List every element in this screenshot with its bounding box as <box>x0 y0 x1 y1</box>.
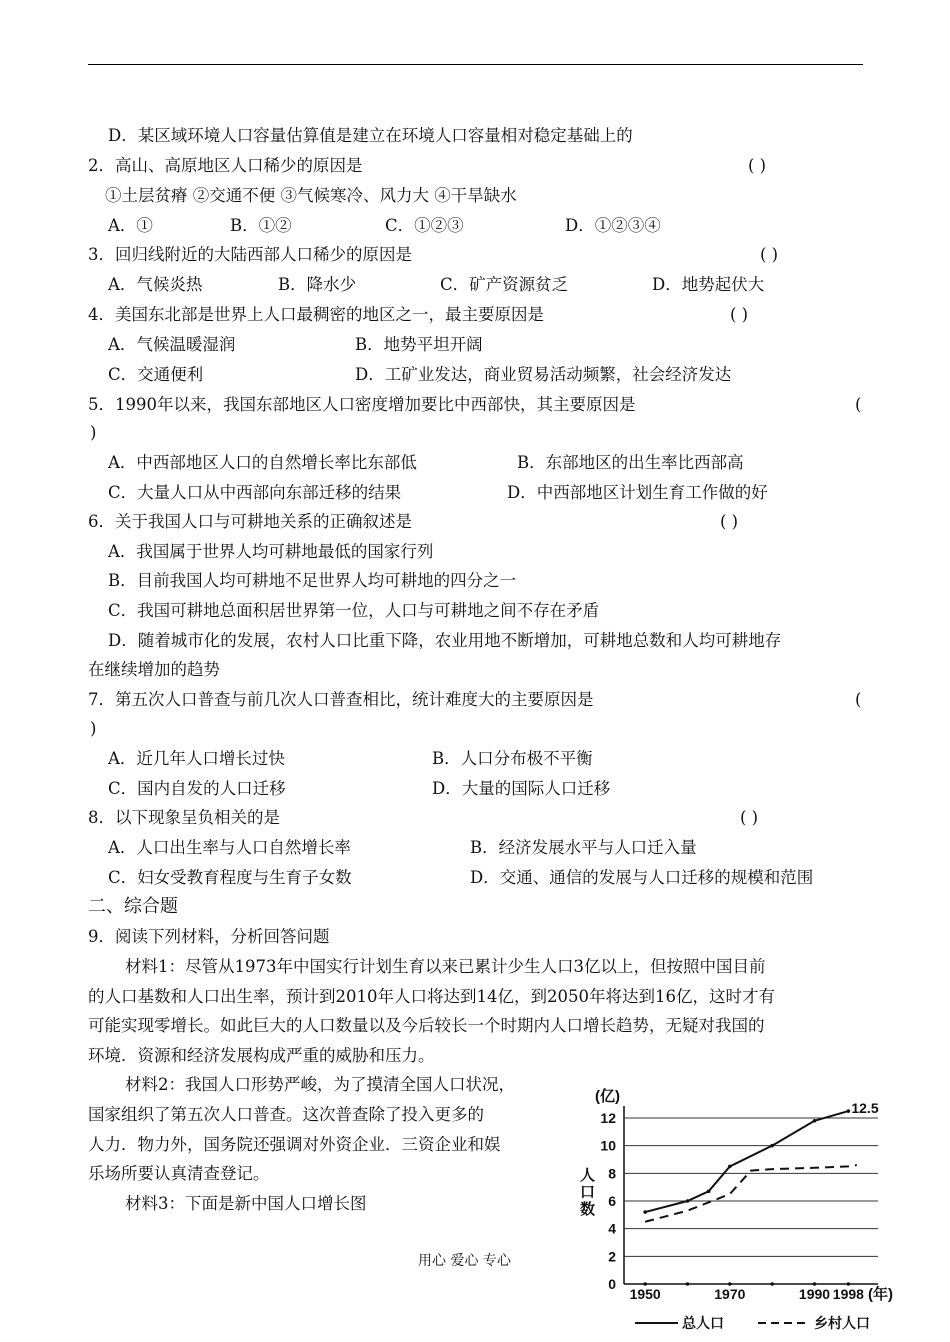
q6-option-d-cont: 在继续增加的趋势 <box>88 660 220 679</box>
y-tick-label: 8 <box>608 1165 616 1182</box>
q7-option-a: A．近几年人口增长过快 <box>108 749 285 768</box>
q5-option-d: D．中西部地区计划生育工作做的好 <box>507 483 768 502</box>
q6-option-c: C．我国可耕地总面积居世界第一位，人口与可耕地之间不存在矛盾 <box>108 601 600 620</box>
q4-option-d: D．工矿业发达，商业贸易活动频繁，社会经济发达 <box>355 365 732 384</box>
q3-option-a: A．气候炎热 <box>108 275 203 294</box>
end-value-label: 12.5 <box>851 1100 879 1117</box>
q4-option-a: A．气候温暖湿润 <box>108 335 236 354</box>
q5-stem: 5．1990年以来，我国东部地区人口密度增加要比中西部快，其主要原因是 <box>88 395 636 414</box>
q2-option-b: B．①② <box>230 216 292 235</box>
data-point <box>728 1165 732 1169</box>
material-2-line-3: 人力．物力外，国务院还强调对外资企业．三资企业和娱 <box>88 1135 501 1154</box>
q3-stem: 3．回归线附近的大陆西部人口稀少的原因是 <box>88 245 412 264</box>
q6-stem: 6．关于我国人口与可耕地关系的正确叙述是 <box>88 512 412 531</box>
y-tick-label: 10 <box>600 1137 616 1154</box>
q6-option-b: B．目前我国人均可耕地不足世界人均可耕地的四分之一 <box>108 571 517 590</box>
data-point <box>686 1199 690 1203</box>
material-1-line-1: 材料1：尽管从1973年中国实行计划生育以来已累计少生人口3亿以上，但按照中国目前 <box>125 957 766 976</box>
q4-stem: 4．美国东北部是世界上人口最稠密的地区之一，最主要原因是 <box>88 305 544 324</box>
q7-option-d: D．大量的国际人口迁移 <box>432 779 611 798</box>
q3-option-c: C．矿产资源贫乏 <box>440 275 569 294</box>
q6-option-a: A．我国属于世界人均可耕地最低的国家行列 <box>108 542 434 561</box>
y-tick-label: 12 <box>600 1110 616 1126</box>
q2-option-a: A．① <box>108 216 153 235</box>
q7-answer-blank-open: ( <box>855 690 862 709</box>
q5-option-c: C．大量人口从中西部向东部迁移的结果 <box>108 483 402 502</box>
data-point <box>643 1210 647 1214</box>
legend <box>635 1315 870 1331</box>
section-heading: 二、综合题 <box>88 896 178 917</box>
q2-option-d: D．①②③④ <box>565 216 661 235</box>
q5-answer-blank-open: ( <box>855 395 862 414</box>
q6-option-d: D．随着城市化的发展，农村人口比重下降，农业用地不断增加，可耕地总数和人均可耕地存 <box>108 631 782 650</box>
y-tick-label: 6 <box>608 1193 616 1209</box>
y-axis-label-char-2: 口 <box>580 1184 596 1201</box>
material-1-line-4: 环境．资源和经济发展构成严重的威胁和压力。 <box>88 1046 435 1065</box>
x-tick-label: 1970 <box>714 1286 746 1302</box>
material-2-line-4: 乐场所要认真清查登记。 <box>88 1164 270 1183</box>
q4-option-c: C．交通便利 <box>108 365 204 384</box>
q8-option-a: A．人口出生率与人口自然增长率 <box>108 838 351 857</box>
q5-option-b: B．东部地区的出生率比西部高 <box>517 453 744 472</box>
legend-total-label: 总人口 <box>682 1315 724 1331</box>
material-2-line-2: 国家组织了第五次人口普查。这次普查除了投入更多的 <box>88 1105 484 1124</box>
q7-option-b: B．人口分布极不平衡 <box>432 749 593 768</box>
q5-answer-blank-close: ) <box>90 423 97 442</box>
q9-stem: 9．阅读下列材料，分析回答问题 <box>88 927 330 946</box>
y-tick-label: 2 <box>608 1248 616 1265</box>
q2-stem: 2．高山、高原地区人口稀少的原因是 <box>88 156 363 175</box>
x-tick-label: 1950 <box>629 1286 661 1302</box>
page-footer: 用心 爱心 专心 <box>418 1253 511 1269</box>
x-tick-label: 1998 <box>832 1286 864 1302</box>
q2-answer-blank: ( ) <box>748 156 767 175</box>
population-growth-chart <box>560 1080 930 1342</box>
material-3-line: 材料3：下面是新中国人口增长图 <box>125 1194 367 1213</box>
q3-option-d: D．地势起伏大 <box>652 275 765 294</box>
q6-answer-blank: ( ) <box>720 512 739 531</box>
q8-option-b: B．经济发展水平与人口迁入量 <box>470 838 697 857</box>
y-axis-label-char-3: 数 <box>580 1201 596 1218</box>
material-1-line-2: 的人口基数和人口出生率，预计到2010年人口将达到14亿，到2050年将达到16亿，这时才有 <box>88 987 775 1006</box>
q2-option-c: C．①②③ <box>385 216 464 235</box>
data-point <box>813 1119 817 1123</box>
material-2-line-1: 材料2：我国人口形势严峻，为了摸清全国人口状况， <box>125 1075 515 1094</box>
q8-option-c: C．妇女受教育程度与生育子女数 <box>108 868 352 887</box>
q7-answer-blank-close: ) <box>90 719 97 738</box>
q7-option-c: C．国内自发的人口迁移 <box>108 779 286 798</box>
header-rule <box>88 64 863 65</box>
data-point <box>770 1144 774 1148</box>
data-point <box>847 1109 851 1113</box>
x-axis-dot <box>686 1282 690 1286</box>
q8-option-d: D．交通、通信的发展与人口迁移的规模和范围 <box>470 868 814 887</box>
q8-stem: 8．以下现象呈负相关的是 <box>88 808 280 827</box>
q3-option-b: B．降水少 <box>278 275 357 294</box>
x-tick-label: 1990 <box>798 1286 831 1302</box>
q2-conditions: ①土层贫瘠 ②交通不便 ③气候寒冷、风力大 ④干旱缺水 <box>105 186 517 205</box>
y-tick-label: 0 <box>608 1276 616 1292</box>
q4-answer-blank: ( ) <box>730 305 749 324</box>
q5-option-a: A．中西部地区人口的自然增长率比东部低 <box>108 453 417 472</box>
q4-option-b: B．地势平坦开阔 <box>355 335 483 354</box>
q8-answer-blank: ( ) <box>740 808 759 827</box>
x-axis-dot <box>770 1282 774 1286</box>
y-tick-label: 4 <box>608 1220 616 1237</box>
total-population-line <box>645 1111 848 1212</box>
legend-rural-label: 乡村人口 <box>814 1315 870 1331</box>
y-unit-label: (亿) <box>595 1088 620 1105</box>
x-unit-label: (年) <box>868 1286 893 1303</box>
q1-option-d: D．某区域环境人口容量估算值是建立在环境人口容量相对稳定基础上的 <box>108 126 633 145</box>
data-point <box>707 1190 711 1194</box>
material-1-line-3: 可能实现零增长。如此巨大的人口数量以及今后较长一个时期内人口增长趋势，无疑对我国的 <box>88 1016 765 1035</box>
q7-stem: 7．第五次人口普查与前几次人口普查相比，统计难度大的主要原因是 <box>88 690 594 709</box>
q3-answer-blank: ( ) <box>760 245 779 264</box>
y-axis-label-char-1: 人 <box>580 1167 596 1184</box>
